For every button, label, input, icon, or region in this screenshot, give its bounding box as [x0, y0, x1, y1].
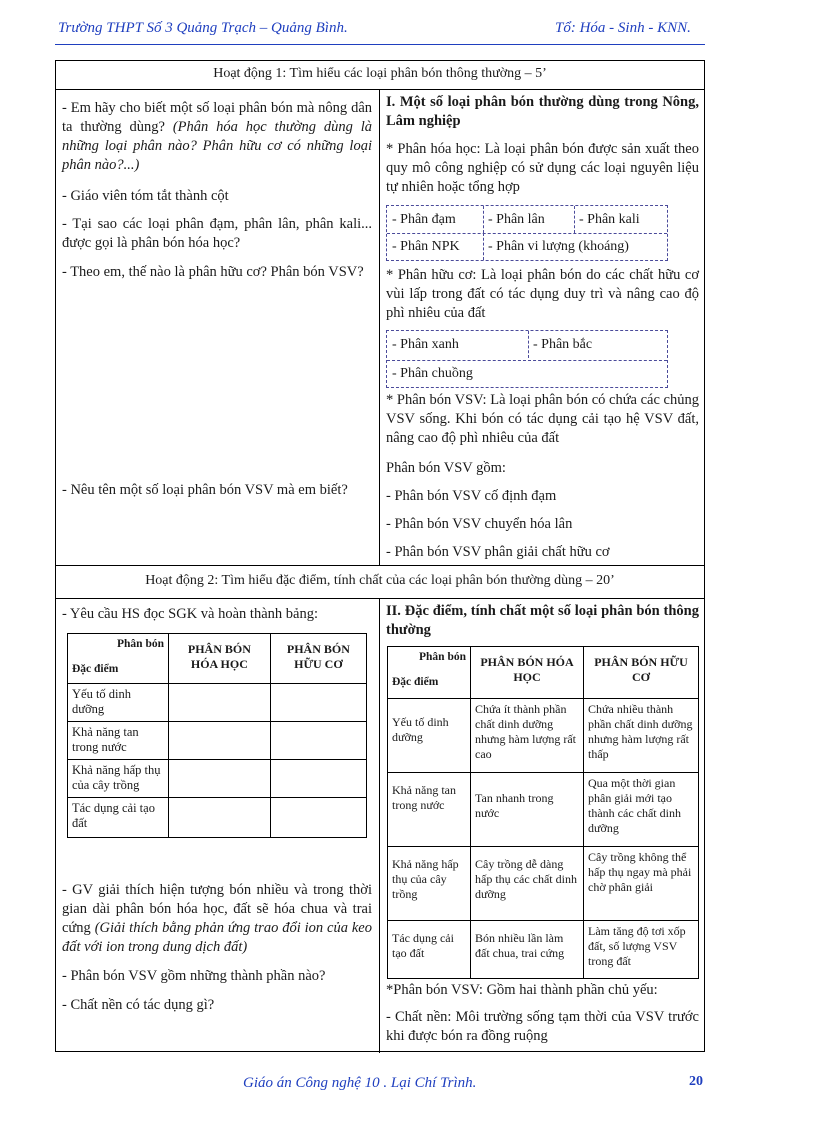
column-divider: [379, 89, 380, 565]
vsv-intro: Phân bón VSV gồm:: [386, 460, 506, 476]
teacher-summary-note: - Giáo viên tóm tắt thành cột: [62, 188, 229, 204]
organic-fertilizer-definition: * Phân hữu cơ: Là loại phân bón do các chất hữu cơ vùi lấp trong đất có tác dụng duy trì và nâng cao độ phì nhiêu của đất: [386, 267, 699, 321]
header-school: Trường THPT Số 3 Quảng Trạch – Quảng Bình.: [58, 20, 348, 36]
chemical-fertilizer-definition: * Phân hóa học: Là loại phân bón được sản xuất theo quy mô công nghiệp có sử dụng các loại nguyên liệu tự nhiên hoặc tổng hợp: [386, 141, 699, 195]
activity-1-content-column: [386, 93, 699, 131]
table-row: Tác dụng cải tạo đất: [68, 798, 367, 838]
table-row: Khả năng tan trong nước Tan nhanh trong nước Qua một thời gian phân giải mới tạo thành các chất dinh dưỡng: [388, 773, 699, 847]
table-row: Khả năng hấp thụ của cây trồng Cây trồng dễ dàng hấp thụ các chất dinh dưỡng Cây trồng không thể hấp thụ ngay mà phải chờ phân giải: [388, 847, 699, 921]
page-number: 20: [689, 1074, 703, 1089]
list-item: - Phân đạm: [392, 212, 456, 227]
question-vsv-components: - Phân bón VSV gồm những thành phần nào?: [62, 968, 326, 984]
table-corner: Phân bón Đặc điểm: [388, 647, 471, 699]
list-item: - Phân lân: [488, 212, 545, 227]
question-fertilizer-types: - Em hãy cho biết một số loại phân bón mà nông dân ta thường dùng? (Phân hóa học thường dùng là những loại phân nào? Phân hữu cơ có những loại phân nào?...): [62, 100, 372, 173]
table-header-chemical: PHÂN BÓN HÓA HỌC: [169, 634, 271, 684]
table-row: Tác dụng cải tạo đất Bón nhiều lần làm đất chua, trai cứng Làm tăng độ tơi xốp đất, số lượng VSV trong đất: [388, 921, 699, 979]
question-chemical-fertilizer: - Tại sao các loại phân đạm, phân lân, phân kali... được gọi là phân bón hóa học?: [62, 216, 372, 251]
header-divider: [55, 44, 705, 45]
list-item: - Phân bắc: [533, 337, 593, 352]
list-item: - Phân bón VSV phân giải chất hữu cơ: [386, 544, 610, 560]
task-complete-table: - Yêu cầu HS đọc SGK và hoàn thành bảng:: [62, 606, 318, 622]
table-row: Yếu tố dinh dưỡng Chứa ít thành phần chất dinh dưỡng nhưng hàm lượng rất cao Chứa nhiều thành phần chất dinh dưỡng nhưng hàm lượng rất thấp: [388, 699, 699, 773]
table-header-chemical: PHÂN BÓN HÓA HỌC: [471, 647, 584, 699]
fertilizer-properties-table: [387, 646, 699, 979]
section-1-heading: I. Một số loại phân bón thường dùng trong Nông, Lâm nghiệp: [386, 94, 699, 129]
chemical-fertilizer-list: [386, 205, 668, 261]
list-item: - Phân vi lượng (khoáng): [488, 239, 629, 254]
question-base-material: - Chất nền có tác dụng gì?: [62, 997, 215, 1013]
list-item: - Phân chuồng: [392, 366, 473, 381]
organic-fertilizer-list: [386, 330, 668, 388]
table-row: Yếu tố dinh dưỡng: [68, 684, 367, 722]
list-item: - Phân kali: [579, 212, 640, 227]
table-row: Khả năng tan trong nước: [68, 722, 367, 760]
vsv-components-heading: *Phân bón VSV: Gồm hai thành phần chủ yếu:: [386, 982, 658, 998]
student-worksheet-table: [67, 633, 367, 838]
question-vsv-examples: - Nêu tên một số loại phân bón VSV mà em biết?: [62, 482, 348, 498]
activity-2-title: Hoạt động 2: Tìm hiểu đặc điểm, tính chất của các loại phân bón thường dùng – 20’: [56, 565, 704, 599]
header-department: Tổ: Hóa - Sinh - KNN.: [555, 20, 691, 36]
vsv-fertilizer-definition: * Phân bón VSV: Là loại phân bón có chứa các chủng VSV sống. Khi bón có tác dụng cải tạo hệ VSV đất, nâng cao độ phì nhiêu của đất: [386, 392, 699, 446]
activity-1-teacher-column: [62, 99, 372, 175]
section-2-heading: II. Đặc điểm, tính chất một số loại phân bón thông thường: [386, 603, 699, 638]
table-header-organic: PHÂN BÓN HỮU CƠ: [584, 647, 699, 699]
table-row: Khả năng hấp thụ của cây trồng: [68, 760, 367, 798]
question-organic-vsv: - Theo em, thế nào là phân hữu cơ? Phân bón VSV?: [62, 264, 364, 280]
list-item: - Phân bón VSV cố định đạm: [386, 488, 557, 504]
list-item: - Phân xanh: [392, 337, 459, 352]
list-item: - Phân NPK: [392, 239, 460, 254]
table-header-organic: PHÂN BÓN HỮU CƠ: [270, 634, 366, 684]
table-corner: Phân bón Đặc điểm: [68, 634, 169, 684]
lesson-plan-table: [55, 60, 705, 1052]
footer-title: Giáo án Công nghệ 10 . Lại Chí Trình.: [243, 1075, 477, 1091]
column-divider: [379, 598, 380, 1053]
base-material-definition: - Chất nền: Môi trường sống tạm thời của VSV trước khi được bón ra đồng ruộng: [386, 1009, 699, 1044]
teacher-explanation: - GV giải thích hiện tượng bón nhiều và trong thời gian dài phân bón hóa học, đất sẽ hóa chua và trai cứng (Giải thích bằng phản ứng trao đổi ion của keo đất với ion trong dung dịch đất): [62, 882, 372, 955]
activity-1-title: Hoạt động 1: Tìm hiểu các loại phân bón thông thường – 5’: [56, 61, 704, 90]
list-item: - Phân bón VSV chuyển hóa lân: [386, 516, 573, 532]
